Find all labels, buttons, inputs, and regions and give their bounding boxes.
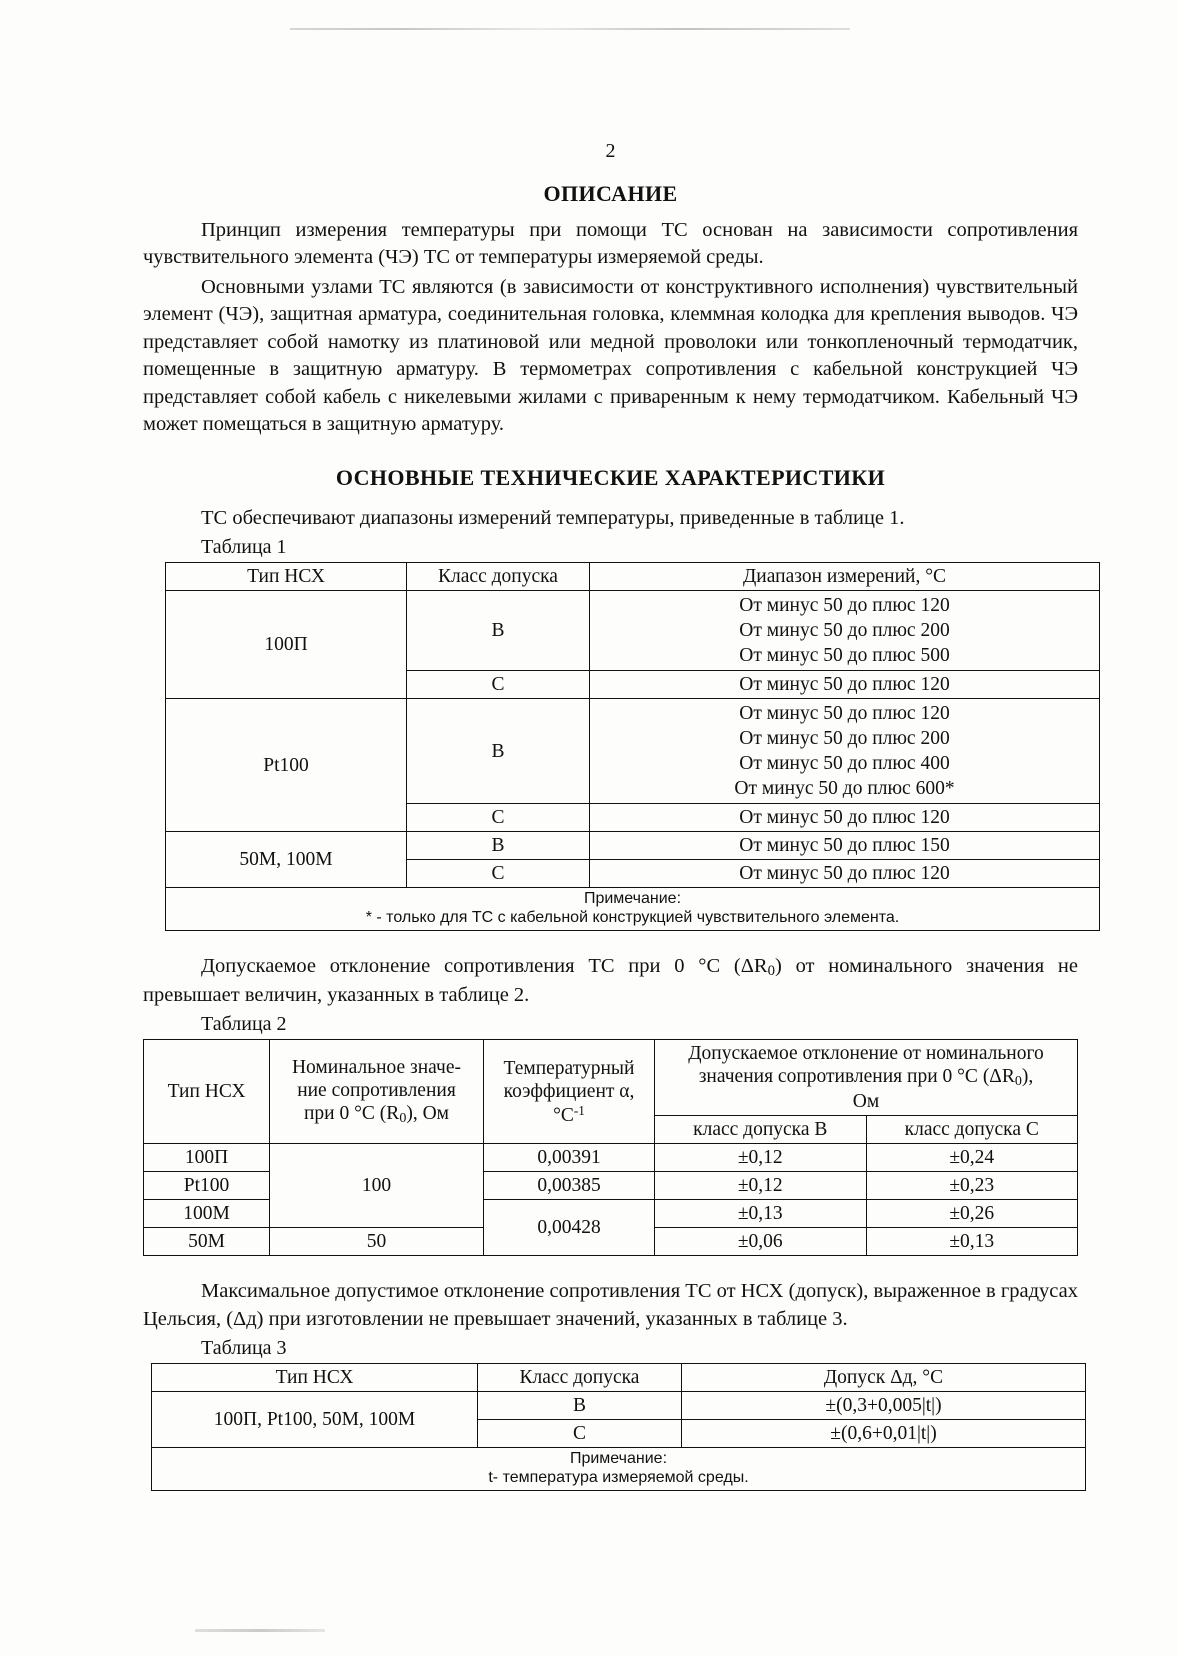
table1-note xyxy=(166,888,1100,931)
table2-devb-100m: ±0,13 xyxy=(655,1200,867,1228)
table2-devc-pt100: ±0,23 xyxy=(866,1172,1078,1200)
table2-nominal-100: 100 xyxy=(270,1144,484,1228)
scan-artifact-bottom xyxy=(195,1629,325,1632)
table1-class-100p-c: С xyxy=(407,671,590,699)
table2-devb-100p: ±0,12 xyxy=(655,1144,867,1172)
table2-header-nominal-l3a: при 0 °С (R xyxy=(304,1103,400,1125)
table-tolerance xyxy=(151,1363,1086,1491)
table1-header-range: Диапазон измерений, °С xyxy=(590,563,1100,591)
table2-devb-pt100: ±0,12 xyxy=(655,1172,867,1200)
table2-header-dev-l1: Допускаемое отклонение от номинального xyxy=(688,1043,1044,1065)
table1-ranges-pt100-b xyxy=(590,699,1100,804)
table-row xyxy=(144,1144,1078,1172)
table3-class-c: С xyxy=(478,1420,682,1448)
table3-caption: Таблица 3 xyxy=(201,1337,287,1360)
paragraph-deviation-part1: Допускаемое отклонение сопротивления ТС при 0 °С (ΔR xyxy=(201,954,768,977)
table1-note-label: Примечание: xyxy=(583,890,682,908)
section-title-specs: ОСНОВНЫЕ ТЕХНИЧЕСКИЕ ХАРАКТЕРИСТИКИ xyxy=(335,464,886,490)
table1-type-100p: 100П xyxy=(166,591,407,699)
table1-note-text: * - только для ТС с кабельной конструкцией чувствительного элемента. xyxy=(365,909,900,927)
table2-nominal-50: 50 xyxy=(270,1228,484,1256)
paragraph-deviation-intro xyxy=(143,953,1078,1009)
table2-devc-100m: ±0,26 xyxy=(866,1200,1078,1228)
range-value: От минус 50 до плюс 200 xyxy=(739,728,950,750)
table-row xyxy=(166,699,1100,804)
table2-devc-100p: ±0,24 xyxy=(866,1144,1078,1172)
table2-alpha-pt100: 0,00385 xyxy=(484,1172,655,1200)
r0-subscript: 0 xyxy=(767,963,775,980)
table2-header-class-c: класс допуска С xyxy=(866,1116,1078,1144)
range-value: От минус 50 до плюс 200 xyxy=(739,620,950,642)
table1-ranges-pt100-c: От минус 50 до плюс 120 xyxy=(590,804,1100,832)
table3-tolerance-b: ±(0,3+0,005|t|) xyxy=(682,1392,1086,1420)
range-value: От минус 50 до плюс 120 xyxy=(739,703,950,725)
table1-header-class: Класс допуска xyxy=(407,563,590,591)
range-value: От минус 50 до плюс 500 xyxy=(739,645,950,667)
table2-header-dev-l3: Ом xyxy=(852,1091,880,1113)
table2-header-alpha-l3: °С xyxy=(553,1104,574,1126)
paragraph-max-deviation: Максимальное допустимое отклонение сопротивления ТС от НСХ (допуск), выраженное в градусах Цельсия, (Δд) при изготовлении не превышает значений, указанных в таблице 3. xyxy=(143,1280,1078,1330)
table3-header-tolerance: Допуск Δд, °С xyxy=(682,1364,1086,1392)
table3-note-label: Примечание: xyxy=(569,1450,668,1468)
table3-header-type: Тип НСХ xyxy=(152,1364,478,1392)
table3-header-class: Класс допуска xyxy=(478,1364,682,1392)
table2-type-pt100: Pt100 xyxy=(144,1172,270,1200)
range-value: От минус 50 до плюс 400 xyxy=(739,753,950,775)
table1-class-100p-b: В xyxy=(407,591,590,671)
table1-class-50m-b: В xyxy=(407,832,590,860)
table3-note xyxy=(152,1448,1086,1491)
table2-header-nominal-l1: Номинальное значе- xyxy=(291,1057,462,1079)
table-row xyxy=(166,832,1100,860)
table1-header-type: Тип НСХ xyxy=(166,563,407,591)
range-value: От минус 50 до плюс 120 xyxy=(739,595,950,617)
table2-type-100m: 100М xyxy=(144,1200,270,1228)
table2-alpha-100p: 0,00391 xyxy=(484,1144,655,1172)
table-row-note xyxy=(152,1448,1086,1491)
table3-tolerance-c: ±(0,6+0,01|t|) xyxy=(682,1420,1086,1448)
range-value: От минус 50 до плюс 600* xyxy=(734,778,955,800)
table1-caption: Таблица 1 xyxy=(201,536,287,559)
table2-header-alpha-l1: Температурный xyxy=(503,1057,635,1079)
scan-artifact-top xyxy=(290,28,850,30)
table2-caption: Таблица 2 xyxy=(201,1013,287,1036)
page-number: 2 xyxy=(605,140,616,162)
table3-note-text: t- температура измеряемой среды. xyxy=(488,1468,749,1486)
table3-type-list: 100П, Pt100, 50М, 100М xyxy=(152,1392,478,1448)
table-row xyxy=(152,1392,1086,1420)
table2-header-dev-l2b: ), xyxy=(1021,1066,1034,1088)
section-title-description: ОПИСАНИЕ xyxy=(543,181,678,206)
table2-header-class-b: класс допуска В xyxy=(655,1116,867,1144)
table-row-header xyxy=(166,563,1100,591)
table2-header-dev-l2a: значения сопротивления при 0 °С (ΔR xyxy=(698,1066,1015,1088)
alpha-exponent: -1 xyxy=(573,1102,585,1118)
table1-class-pt100-c: С xyxy=(407,804,590,832)
paragraph-principle: Принцип измерения температуры при помощи ТС основан на зависимости сопротивления чувствительного элемента (ЧЭ) ТС от температуры измеряемой среды. xyxy=(143,219,1078,269)
table2-header-nominal xyxy=(270,1040,484,1144)
table2-alpha-100m-50m: 0,00428 xyxy=(484,1200,655,1256)
table2-header-nominal-l2: ние сопротивления xyxy=(297,1080,456,1102)
table-row xyxy=(166,591,1100,671)
table2-header-alpha xyxy=(484,1040,655,1144)
table1-type-50m-100m: 50М, 100М xyxy=(166,832,407,888)
paragraph-ranges-intro: ТС обеспечивают диапазоны измерений температуры, приведенные в таблице 1. xyxy=(201,506,905,529)
table1-class-50m-c: С xyxy=(407,860,590,888)
r0-subscript: 0 xyxy=(1014,1073,1022,1090)
table-nominal-resistance xyxy=(143,1039,1078,1256)
table1-type-pt100: Pt100 xyxy=(166,699,407,832)
paragraph-components: Основными узлами ТС являются (в зависимости от конструктивного исполнения) чувствительный элемент (ЧЭ), защитная арматура, соединительная головка, клеммная колодка для крепления выводов. ЧЭ представляет собой намотку из платиновой или медной проволоки или тонкопленочный термодатчик, помещенные в защитную арматуру. В термометрах сопротивления с кабельной конструкцией ЧЭ представляет собой кабель с никелевыми жилами с приваренным к нему термодатчиком. Кабельный ЧЭ может помещаться в защитную арматуру. xyxy=(143,275,1078,436)
table1-ranges-100p-c: От минус 50 до плюс 120 xyxy=(590,671,1100,699)
table-row-note xyxy=(166,888,1100,931)
table1-ranges-100p-b xyxy=(590,591,1100,671)
table1-class-pt100-b: В xyxy=(407,699,590,804)
table1-ranges-50m-c: От минус 50 до плюс 120 xyxy=(590,860,1100,888)
table-row-header xyxy=(144,1040,1078,1116)
table2-devc-50m: ±0,13 xyxy=(866,1228,1078,1256)
table2-header-nominal-l3b: ), Ом xyxy=(406,1103,449,1125)
table2-devb-50m: ±0,06 xyxy=(655,1228,867,1256)
table1-ranges-50m-b: От минус 50 до плюс 150 xyxy=(590,832,1100,860)
table2-header-deviation xyxy=(655,1040,1078,1116)
r0-subscript: 0 xyxy=(399,1110,407,1127)
table2-type-100p: 100П xyxy=(144,1144,270,1172)
paragraph-deviation-part2: ) от номинального значения не превышает величин, указанных в таблице 2. xyxy=(143,954,1078,1006)
table2-type-50m: 50М xyxy=(144,1228,270,1256)
table-measurement-ranges xyxy=(165,562,1100,931)
table2-header-alpha-l2: коэффициент α, xyxy=(503,1080,635,1102)
table-row-header xyxy=(152,1364,1086,1392)
page-content xyxy=(143,140,1078,1491)
table3-class-b: В xyxy=(478,1392,682,1420)
table2-header-type: Тип НСХ xyxy=(144,1040,270,1144)
